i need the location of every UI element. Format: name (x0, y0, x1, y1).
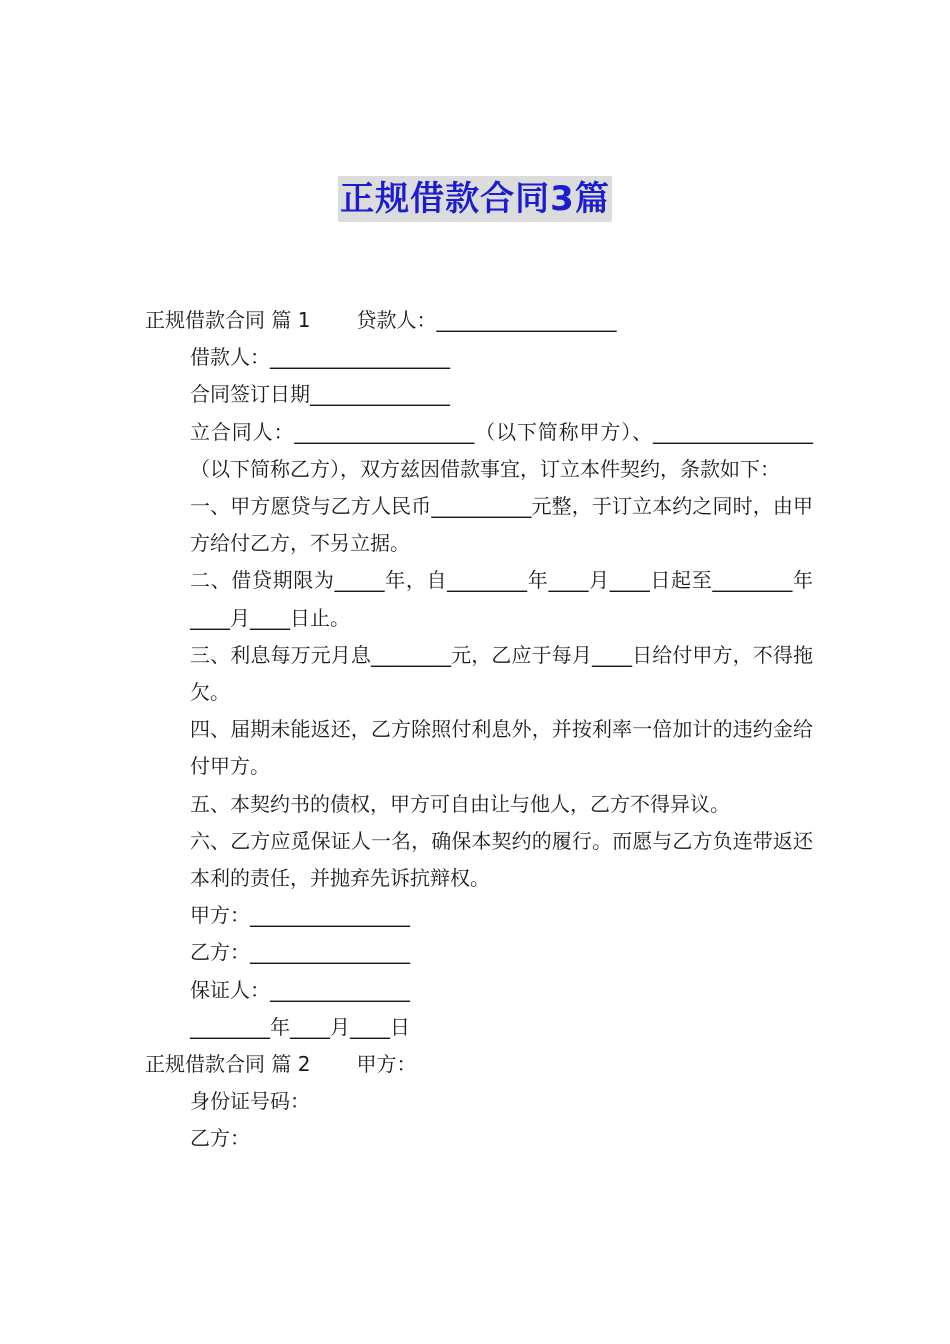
party-a-signature: 甲方：________________ (190, 903, 410, 928)
section-heading-2 (145, 1046, 813, 1083)
party-a-field: 甲方： (356, 1052, 417, 1077)
clause-4: 四、届期未能返还，乙方除照付利息外，并按利率一倍加计的违约金给付甲方。 (190, 717, 813, 779)
clause-1: 一、甲方愿贷与乙方人民币__________元整，于订立本约之同时，由甲方给付乙方，不另立据。 (190, 494, 813, 556)
document-title: 正规借款合同3篇 (338, 176, 612, 222)
clause-2: 二、借贷期限为_____年，自________年____月____日起至________年____月____日止。 (190, 568, 813, 630)
section-title: 正规借款合同 篇 2 (145, 1052, 311, 1077)
section-title: 正规借款合同 篇 1 (145, 308, 311, 332)
document-body (145, 302, 813, 1158)
party-b-line: 乙方： (190, 1126, 250, 1151)
section-heading-1 (145, 302, 813, 339)
sign-date-line: 合同签订日期______________ (190, 382, 450, 407)
guarantor-signature: 保证人：______________ (190, 977, 410, 1002)
clause-5: 五、本契约书的债权，甲方可自由让与他人，乙方不得异议。 (190, 791, 730, 816)
signature-date: ________年____月____日 (190, 1014, 410, 1039)
lender-field: 贷款人：__________________ (356, 308, 617, 332)
clause-6: 六、乙方应觅保证人一名，确保本契约的履行。而愿与乙方负连带返还本利的责任，并抛弃先诉抗辩权。 (190, 828, 813, 891)
clause-3: 三、利息每万元月息________元，乙应于每月____日给付甲方，不得拖欠。 (190, 642, 813, 705)
borrower-line: 借款人：__________________ (190, 345, 450, 370)
party-b-signature: 乙方：________________ (190, 940, 410, 965)
title-wrap (0, 176, 950, 222)
id-number-line: 身份证号码： (190, 1089, 310, 1114)
parties-paragraph: 立合同人：__________________（以下简称甲方）、________________（以下简称乙方），双方兹因借款事宜，订立本件契约，条款如下： (190, 419, 813, 481)
